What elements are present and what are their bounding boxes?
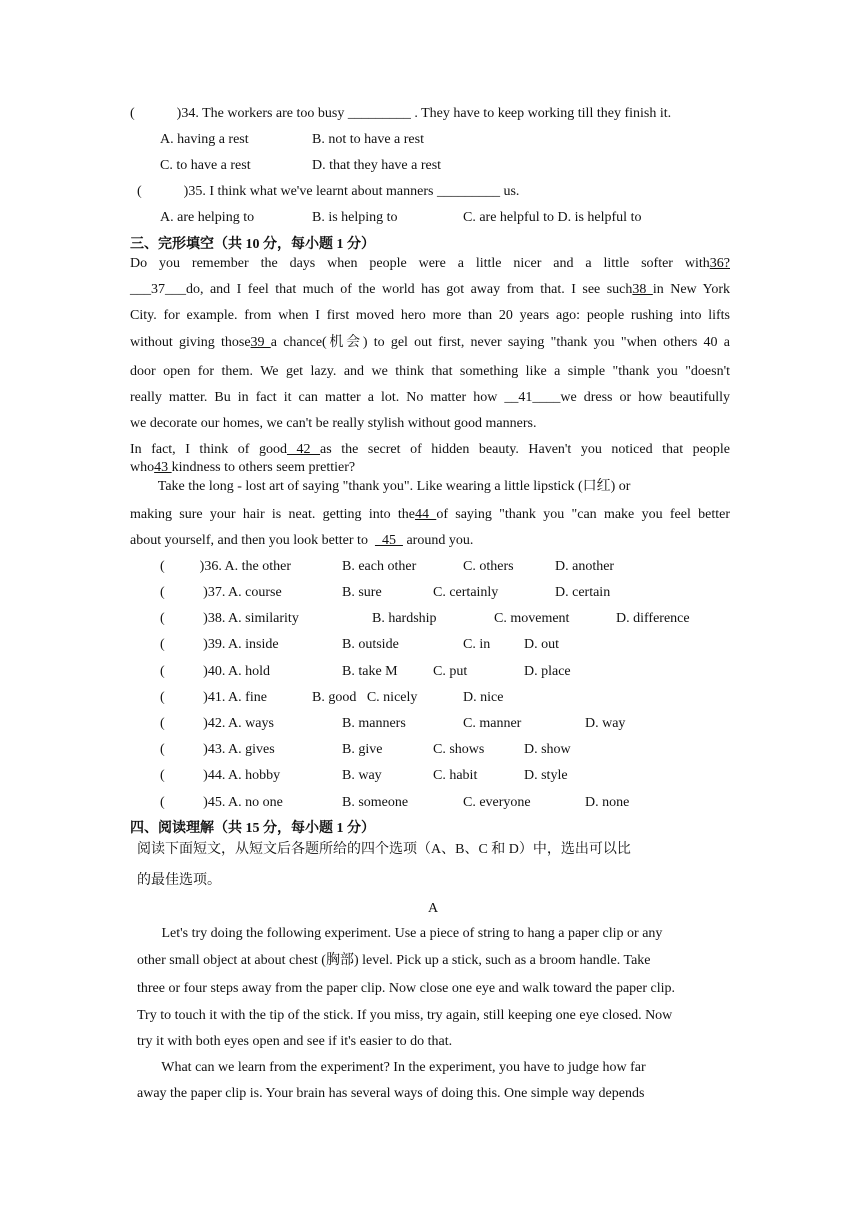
question-34-option-b: B. not to have a rest bbox=[312, 132, 424, 147]
passage-title: A bbox=[428, 901, 439, 916]
blank-45: 45 bbox=[374, 533, 403, 548]
cloze-line-8: In fact, I think of good 42 as the secret of hidden beauty. Haven't you noticed that people bbox=[130, 442, 731, 457]
cloze-line-7: we decorate our homes, we can't be really stylish without good manners. bbox=[130, 416, 537, 431]
section-4-instruction-2: 的最佳选项。 bbox=[137, 873, 221, 888]
question-35-option-a: A. are helping to bbox=[160, 210, 255, 225]
question-34-option-c: C. to have a rest bbox=[160, 158, 251, 173]
cloze-line-1: Do you remember the days when people were a little nicer and a little softer with36? bbox=[130, 256, 730, 271]
question-35-option-b: B. is helping to bbox=[312, 210, 398, 225]
passage-line-6: What can we learn from the experiment? In the experiment, you have to judge how far bbox=[137, 1060, 646, 1075]
blank-43: 43 bbox=[154, 460, 172, 475]
blank-44: 44 bbox=[415, 507, 437, 522]
passage-line-4: Try to touch it with the tip of the stick. If you miss, try again, still keeping one eye closed. Now bbox=[137, 1008, 673, 1023]
question-34-stem: ( )34. The workers are too busy _________ . They have to keep working till they finish it. bbox=[130, 106, 672, 121]
cloze-line-3: City. for example. from when I first moved hero more than 20 years ago: people rushing into lifts bbox=[130, 308, 730, 323]
cloze-line-12: about yourself, and then you look better to 45 around you. bbox=[130, 533, 474, 548]
section-3-heading: 三、完形填空（共 10 分，每小题 1 分） bbox=[130, 237, 375, 252]
blank-39: 39 bbox=[250, 335, 271, 350]
cloze-line-2: ___37___do, and I feel that much of the world has got away from that. I see such38 in New York bbox=[130, 282, 730, 297]
cloze-line-4: without giving those39 a chance(机会) to gel out first, never saying "thank you "when others 40 a bbox=[130, 335, 730, 350]
question-35-stem: ( )35. I think what we've learnt about manners _________ us. bbox=[137, 184, 520, 199]
passage-line-1: Let's try doing the following experiment. Use a piece of string to hang a paper clip or any bbox=[137, 926, 663, 941]
section-4-instruction-1: 阅读下面短文，从短文后各题所给的四个选项（A、B、C 和 D）中，选出可以比 bbox=[137, 842, 631, 857]
passage-line-5: try it with both eyes open and see if it's easier to do that. bbox=[137, 1034, 453, 1049]
cloze-line-9: who43 kindness to others seem prettier? bbox=[130, 460, 356, 475]
question-34-option-d: D. that they have a rest bbox=[312, 158, 442, 173]
passage-line-3: three or four steps away from the paper clip. Now close one eye and walk toward the paper clip. bbox=[137, 981, 676, 996]
section-4-heading: 四、阅读理解（共 15 分，每小题 1 分） bbox=[130, 821, 375, 836]
cloze-line-5: door open for them. We get lazy. and we think that something like a simple "thank you "doesn't bbox=[130, 364, 730, 379]
question-35-option-cd: C. are helpful to D. is helpful to bbox=[463, 210, 642, 225]
passage-line-2: other small object at about chest (胸部) level. Pick up a stick, such as a broom handle. Take bbox=[137, 953, 651, 968]
passage-line-7: away the paper clip is. Your brain has several ways of doing this. One simple way depends bbox=[137, 1086, 645, 1101]
cloze-line-10: Take the long - lost art of saying "thank you". Like wearing a little lipstick (口红) or bbox=[130, 479, 631, 494]
question-34-option-a: A. having a rest bbox=[160, 132, 249, 147]
blank-36: 36? bbox=[709, 256, 730, 271]
cloze-line-11: making sure your hair is neat. getting into the44 of saying "thank you "can make you feel better bbox=[130, 507, 730, 522]
blank-42: 42 bbox=[286, 442, 321, 457]
cloze-line-6: really matter. Bu in fact it can matter a lot. No matter how __41____we dress or how beautifully bbox=[130, 390, 730, 405]
blank-38: 38 bbox=[632, 282, 653, 297]
